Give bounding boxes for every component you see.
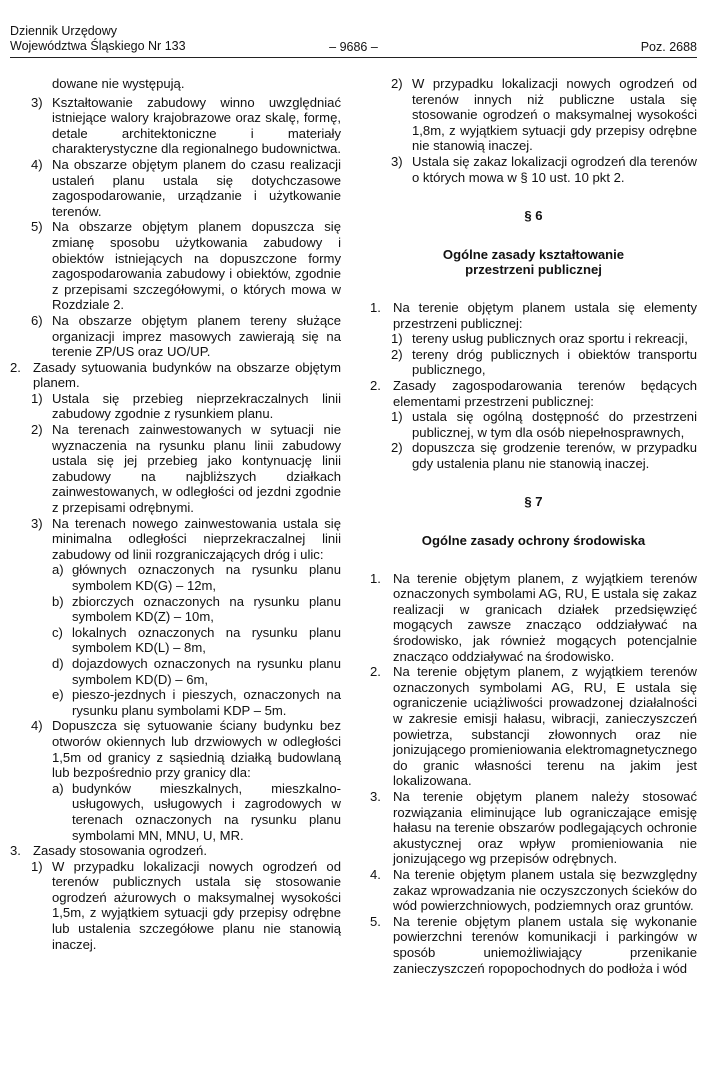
section-heading-line: przestrzeni publicznej	[465, 262, 602, 278]
item-marker: 1.	[370, 570, 381, 586]
sub-list-item	[10, 594, 341, 625]
item-text: tereny dróg publicznych i obiektów transportu publicznego,	[412, 346, 697, 378]
list-item	[10, 422, 341, 516]
item-marker: d)	[52, 655, 64, 671]
item-text: Na terenie objętym planem, z wyjątkiem terenów oznaczonych symbolami AG, RU, E ustala się zakaz realizacji w granicach działek przedsięwzięć mogących zawsze znacząco oddziaływać na środowisko, jak również mogących potencjalnie znacząco oddziaływać na środowisko.	[393, 570, 697, 664]
item-text: Na terenach nowego zainwestowania ustala się minimalna odległości nieprzekraczalnej linii zabudowy od linii rozgraniczających dróg i ulic:	[52, 515, 341, 562]
paragraph-item	[370, 300, 697, 331]
item-marker: 1)	[31, 390, 43, 406]
item-marker: b)	[52, 593, 64, 609]
section-heading-line: Ogólne zasady kształtowanie	[442, 246, 625, 262]
paragraph-item	[370, 571, 697, 665]
section-heading	[370, 533, 697, 549]
item-text: głównych oznaczonych na rysunku planu symbolem KD(G) – 12m,	[72, 562, 341, 593]
item-text: Na obszarze objętym planem do czasu realizacji ustaleń planu ustala się dotychczasowe zagospodarowanie, urządzanie i użytkowanie terenów.	[52, 156, 341, 219]
item-text: Na terenie objętym planem należy stosować rozwiązania eliminujące lub ograniczające emisję hałasu na terenie obszarów podlegających ochronie akustycznej oraz wpływ promieniowania nie jonizującego wg przepisów odrębnych.	[393, 788, 697, 867]
item-text: Na terenie objętym planem, z wyjątkiem terenów oznaczonych symbolami AG, RU, E ustala się ograniczenie uciążliwości prowadzonej działalności w zakresie emisji hałasu, wibracji, zanieczyszczeń powietrza, substancji złowonnych oraz nie jonizującego promieniowania elektromagnetycznego do granic własności terenu na jakim jest lokalizowana.	[393, 664, 697, 789]
paragraph-item	[10, 843, 341, 859]
item-text: budynków mieszkalnych, mieszkalno-usługowych, usługowych i zagrodowych w terenach oznaczonych na rysunku planu symbolami MN, MNU, U, MR.	[72, 780, 341, 843]
list-item	[370, 76, 697, 154]
paragraph-item	[370, 789, 697, 867]
sub-list-item	[10, 625, 341, 656]
item-marker: 6)	[31, 312, 43, 328]
item-text: tereny usług publicznych oraz sportu i rekreacji,	[412, 331, 688, 347]
item-marker: a)	[52, 780, 64, 796]
journal-title-line1: Dziennik Urzędowy	[10, 24, 117, 38]
item-marker: 2.	[10, 359, 21, 375]
item-text: Ustala się przebieg nieprzekraczalnych linii zabudowy zgodnie z rysunkiem planu.	[52, 390, 341, 422]
paragraph-item	[10, 360, 341, 391]
item-marker: 5)	[31, 219, 43, 235]
item-text: Na terenie objętym planem ustala się wykonanie powierzchni terenów komunikacji i parkingów w sposób uniemożliwiający przenikanie zanieczyszczeń ropopochodnych do podłoża i wód	[393, 913, 697, 976]
item-text: Zasady stosowania ogrodzeń.	[33, 843, 207, 859]
continuation-text: dowane nie występują.	[52, 76, 185, 91]
item-marker: 3.	[370, 788, 381, 804]
item-text: dopuszcza się grodzenie terenów, w przypadku gdy ustalenia planu nie stanowią inaczej.	[412, 440, 697, 471]
list-item	[10, 391, 341, 422]
item-text: Na terenie objętym planem ustala się elementy przestrzeni publicznej:	[393, 299, 697, 331]
list-item	[370, 331, 697, 347]
item-text: lokalnych oznaczonych na rysunku planu symbolem KD(L) – 8m,	[72, 624, 341, 656]
item-text: W przypadku lokalizacji nowych ogrodzeń od terenów innych niż publiczne ustala się stosowanie ogrodzeń o maksymalnej wysokości 1,8m, z wyjątkiem sytuacji gdy przepisy odrębne nie stanowią inaczej.	[412, 76, 697, 154]
list-item	[10, 859, 341, 953]
right-column	[370, 76, 697, 976]
list-item	[10, 95, 341, 157]
item-text: Zasady sytuowania budynków na obszarze objętym planem.	[33, 359, 341, 391]
item-text: Na obszarze objętym planem dopuszcza się zmianę sposobu użytkowania zabudowy i obiektów istniejących na dopuszczone formy zagospodarowania zabudowy i obiektów, zgodnie z przepisami szczegółowymi, o których mowa w Rozdziale 2.	[52, 219, 341, 313]
list-item	[370, 347, 697, 378]
section-number: § 6	[524, 208, 543, 224]
item-text: dojazdowych oznaczonych na rysunku planu symbolem KD(D) – 6m,	[72, 655, 341, 687]
item-marker: 2)	[31, 422, 43, 438]
item-marker: 4)	[31, 156, 43, 172]
item-marker: 1)	[391, 331, 403, 347]
list-item	[370, 440, 697, 471]
sub-list-item	[10, 781, 341, 843]
sub-list-item	[10, 656, 341, 687]
page-number: – 9686 –	[329, 40, 378, 54]
list-item	[370, 154, 697, 185]
item-marker: 5.	[370, 913, 381, 929]
item-text: Na terenach zainwestowanych w sytuacji nie wyznaczenia na rysunku planu linii zabudowy ustala się jej przebieg jako kontynuację linii zabudowy na najbliższych działkach zainwestowanych, w odległości od jezdni zgodnie z przepisami odrębnymi.	[52, 422, 341, 516]
sub-list-item	[10, 562, 341, 593]
list-item	[370, 409, 697, 440]
item-text: zbiorczych oznaczonych na rysunku planu symbolem KD(Z) – 10m,	[72, 593, 341, 625]
item-marker: 4)	[31, 718, 43, 734]
item-marker: 2)	[391, 440, 403, 456]
item-marker: 4.	[370, 866, 381, 882]
item-marker: 3)	[31, 515, 43, 531]
item-text: Kształtowanie zabudowy winno uwzględniać istniejące walory krajobrazowe oraz skalę, formę, detale architektoniczne i materiały charakterystyczne dla regionalnego budownictwa.	[52, 94, 341, 157]
item-text: W przypadku lokalizacji nowych ogrodzeń od terenów publicznych ustala się stosowanie ogrodzeń ażurowych o maksymalnej wysokości 1,5m, z wyjątkiem sytuacji gdy przepisy odrębne lub ustalenia szczegółowe planu nie stanowią inaczej.	[52, 858, 341, 952]
section-heading	[370, 247, 697, 278]
journal-title-line2: Województwa Śląskiego Nr 133	[10, 39, 186, 53]
list-item	[10, 313, 341, 360]
item-text: pieszo-jezdnych i pieszych, oznaczonych na rysunku planu symbolami KDP – 5m.	[72, 687, 341, 718]
header-divider	[10, 57, 697, 58]
paragraph-item	[370, 664, 697, 789]
list-item	[10, 219, 341, 313]
paragraph-item	[370, 914, 697, 976]
item-marker: 1)	[31, 858, 43, 874]
list-item	[10, 718, 341, 780]
list-item	[10, 516, 341, 563]
section-number: § 7	[524, 494, 543, 510]
item-marker: 1)	[391, 409, 403, 425]
item-text: Dopuszcza się sytuowanie ściany budynku bez otworów okiennych lub drzwiowych w odległości 1,5m od granicy z sąsiednią działką budowlaną lub bezpośrednio przy granicy dla:	[52, 718, 341, 781]
item-marker: a)	[52, 562, 64, 578]
item-text: Na terenie objętym planem ustala się bezwzględny zakaz wprowadzania nie oczyszczonych ścieków do wód powierzchniowych, podziemnych oraz gruntów.	[393, 866, 697, 914]
left-column	[10, 76, 341, 952]
item-marker: 3)	[31, 94, 43, 110]
page-header	[10, 24, 697, 58]
item-marker: 1.	[370, 299, 381, 315]
item-text: Zasady zagospodarowania terenów będących elementami przestrzeni publicznej:	[393, 377, 697, 409]
item-marker: 2)	[391, 76, 403, 91]
item-marker: e)	[52, 687, 64, 703]
section-heading-line: Ogólne zasady ochrony środowiska	[421, 533, 646, 549]
paragraph-item	[370, 378, 697, 409]
paragraph-item	[370, 867, 697, 914]
item-marker: 2)	[391, 346, 403, 362]
item-marker: 2.	[370, 377, 381, 393]
position-number: Poz. 2688	[640, 40, 697, 54]
item-marker: c)	[52, 624, 63, 640]
item-text: ustala się ogólną dostępność do przestrzeni publicznej, w tym dla osób niepełnosprawnych,	[412, 409, 697, 440]
list-item	[10, 157, 341, 219]
item-marker: 3.	[10, 843, 21, 859]
item-marker: 2.	[370, 664, 381, 680]
sub-list-item	[10, 687, 341, 718]
item-text: Na obszarze objętym planem tereny służące organizacji imprez masowych zawierają się na terenie ZP/US oraz UO/UP.	[52, 312, 341, 360]
item-text: Ustala się zakaz lokalizacji ogrodzeń dla terenów o których mowa w § 10 ust. 10 pkt 2.	[412, 153, 697, 185]
item-marker: 3)	[391, 153, 403, 169]
